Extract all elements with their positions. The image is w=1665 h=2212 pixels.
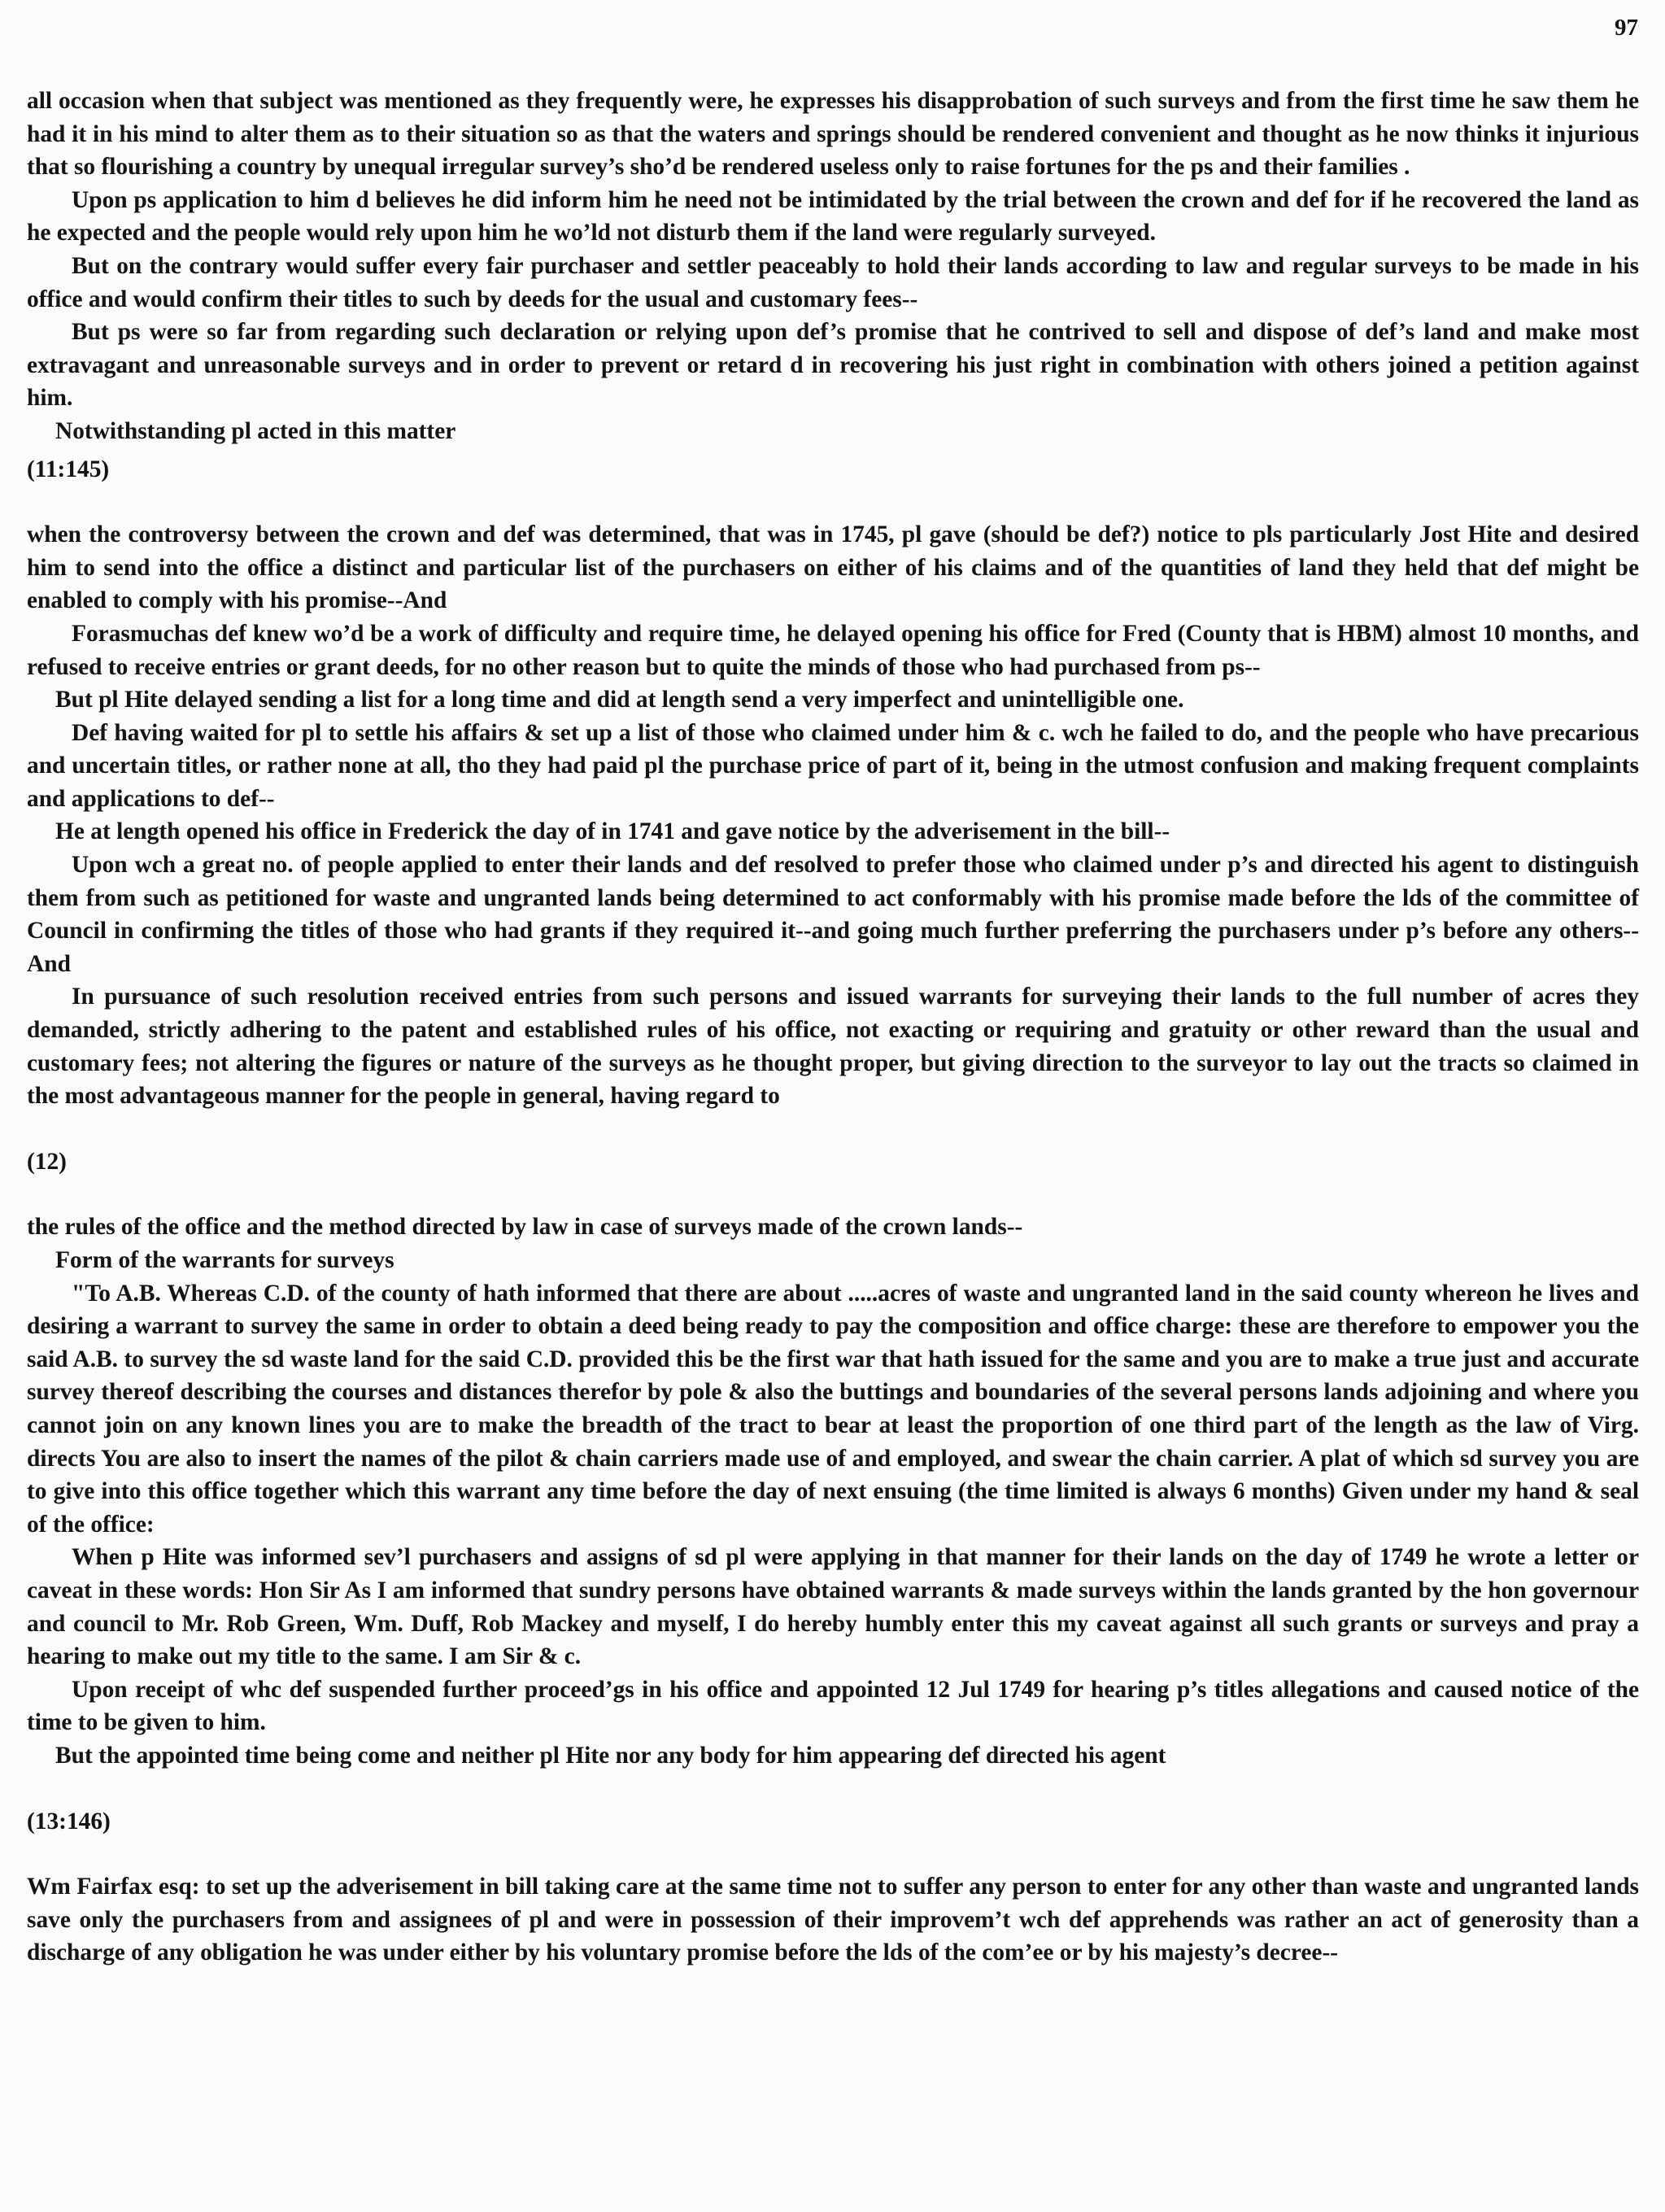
page-citation: (12) (27, 1148, 67, 1175)
warrant-text: "To A.B. Whereas C.D. of the county of hath informed that there are about .....acres of waste and ungranted land in the said county whereon he lives and desiring a warrant to survey the same in order to obtain a deed being ready to pay the composition and office charge: these are therefore to empower you the said A.B. to survey the sd waste land for the said C.D. provided this be the first war that hath issued for the same and you are to make a true just and accurate survey thereof describing the courses and distances therefor by pole & also the buttings and boundaries of the several persons lands adjoining and where you cannot join on any known lines you are to make the breadth of the tract to bear at least the proportion of one third part of the length as the law of Virg. directs You are also to insert the names of the pilot & chain carriers made use of and employed, and swear the chain carrier. A plat of which sd survey you are to give into this office together which this warrant any time before the day of next ensuing (the time limited is always 6 months) Given under my hand & seal of the office: (27, 1280, 1639, 1538)
paragraph: But ps were so far from regarding such declaration or relying upon def’s promise that he contrived to sell and dispose of def’s land and make most extravagant and unreasonable surveys and in order to prevent or retard d in recovering his just right in combination with others joined a petition against him. (27, 319, 1639, 412)
paragraph: Def having waited for pl to settle his affairs & set up a list of those who claimed under him & c. wch he failed to do, and the people who have precarious and uncertain titles, or rather none at all, tho they had paid pl the purchase price of part of it, being in the utmost confusion and making frequent complaints and applications to def-- (27, 719, 1639, 812)
paragraph: Upon receipt of whc def suspended further proceed’gs in his office and appointed 12 Jul 1749 for hearing p’s titles allegations and caused notice of the time to be given to him. (27, 1676, 1639, 1736)
paragraph: Forasmuchas def knew wo’d be a work of difficulty and require time, he delayed opening his office for Fred (County that is HBM) almost 10 months, and refused to receive entries or grant deeds, for no other reason but to quite the minds of those who had purchased from ps-- (27, 620, 1639, 680)
paragraph: When p Hite was informed sev’l purchasers and assigns of sd pl were applying in that manner for their lands on the day of 1749 he wrote a letter or caveat in these words: Hon Sir As I am informed that sundry persons have obtained warrants & made surveys within the lands granted by the hon governour and council to Mr. Rob Green, Wm. Duff, Rob Mackey and myself, I do hereby humbly enter this my caveat against all such grants or surveys and pray a hearing to make out my title to the same. I am Sir & c. (27, 1544, 1639, 1670)
page-citation: (11:145) (27, 456, 110, 482)
paragraph: the rules of the office and the method directed by law in case of surveys made of the crown lands-- (27, 1214, 1023, 1241)
paragraph: all occasion when that subject was mentioned as they frequently were, he expresses his disapprobation of such surveys and from the first time he saw them he had it in his mind to alter them as to their situation so as that the waters and springs should be rendered convenient and thought as he now thinks it injurious that so flourishing a country by unequal irregular survey’s sho’d be rendered useless only to raise fortunes for the ps and their families . (27, 88, 1639, 181)
paragraph: Notwithstanding pl acted in this matter (55, 417, 456, 444)
paragraph: But the appointed time being come and neither pl Hite nor any body for him appearing def directed his agent (55, 1742, 1166, 1769)
warrant-heading: Form of the warrants for surveys (55, 1247, 394, 1273)
paragraph: In pursuance of such resolution received entries from such persons and issued warrants for surveying their lands to the full number of acres they demanded, strictly adhering to the patent and established rules of his office, not exacting or requiring and gratuity or other reward than the usual and customary fees; not altering the figures or nature of the surveys as he thought proper, but giving direction to the surveyor to lay out the tracts so claimed in the most advantageous manner for the people in general, having regard to (27, 984, 1639, 1110)
paragraph: He at length opened his office in Frederick the day of in 1741 and gave notice by the adverisement in the bill-- (55, 818, 1170, 845)
paragraph: Upon wch a great no. of people applied to enter their lands and def resolved to prefer those who claimed under p’s and directed his agent to distinguish them from such as petitioned for waste and ungranted lands being determined to act conformably with his promise made before the lds of the committee of Council in confirming the titles of those who had grants if they required it--and going much further preferring the purchasers under p’s before any others--And (27, 852, 1639, 977)
page-number: 97 (1615, 15, 1638, 41)
page-citation: (13:146) (27, 1808, 111, 1835)
paragraph: Wm Fairfax esq: to set up the adverisement in bill taking care at the same time not to suffer any person to enter for any other than waste and ungranted lands save only the purchasers from and assignees of pl and were in possession of their improvem’t wch def apprehends was rather an act of generosity than a discharge of any obligation he was under either by his voluntary promise before the lds of the com’ee or by his majesty’s decree-- (27, 1874, 1639, 1966)
paragraph: when the controversy between the crown and def was determined, that was in 1745, pl gave (should be def?) notice to pls particularly Jost Hite and desired him to send into the office a distinct and particular list of the purchasers on either of his claims and of the quantities of land they held that def might be enabled to comply with his promise--And (27, 521, 1639, 614)
page-body (27, 85, 1639, 1970)
paragraph: Upon ps application to him d believes he did inform him he need not be intimidated by the trial between the crown and def for if he recovered the land as he expected and the people would rely upon him he wo’ld not disturb them if the land were regularly surveyed. (27, 186, 1639, 247)
paragraph: But pl Hite delayed sending a list for a long time and did at length send a very imperfect and unintelligible one. (55, 687, 1184, 713)
paragraph: But on the contrary would suffer every fair purchaser and settler peaceably to hold their lands according to law and regular surveys to be made in his office and would confirm their titles to such by deeds for the usual and customary fees-- (27, 252, 1639, 312)
